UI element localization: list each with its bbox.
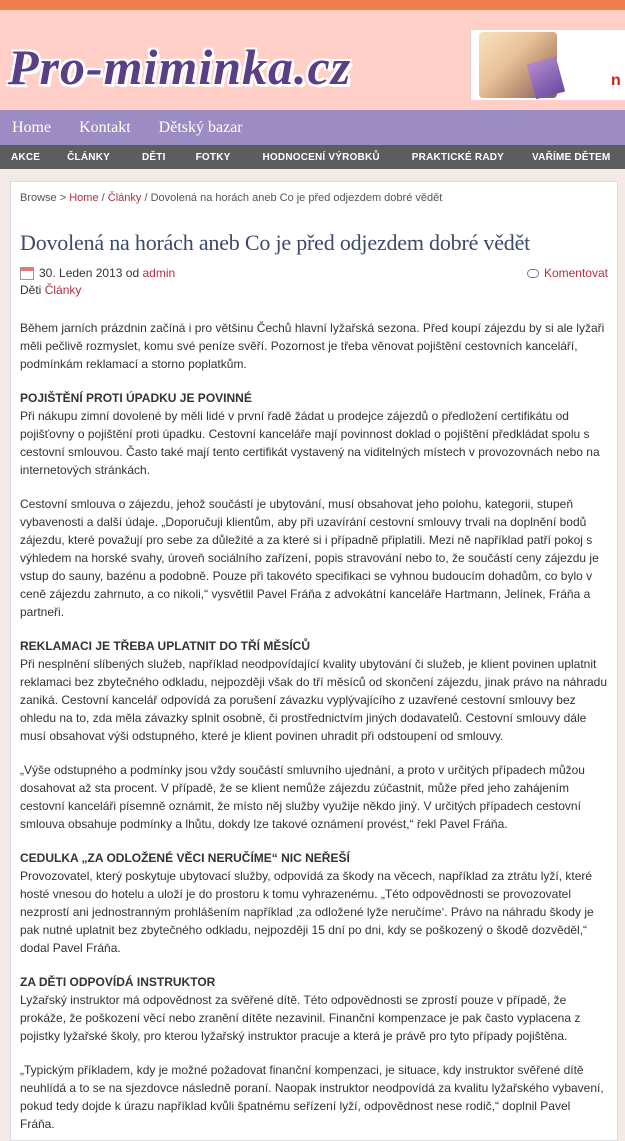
breadcrumb-home[interactable]: Home — [69, 192, 99, 204]
post-meta: 30. Leden 2013 od admin Komentovat — [20, 266, 608, 280]
nav-deti[interactable]: DĚTI — [142, 151, 166, 163]
category-deti: Děti — [20, 283, 42, 297]
category-nav — [0, 145, 625, 169]
category-clanky[interactable]: Články — [44, 283, 82, 297]
article-heading: REKLAMACI JE TŘEBA UPLATNIT DO TŘÍ MĚSÍCŮ — [20, 639, 310, 653]
nav-kontakt[interactable]: Kontakt — [79, 118, 131, 136]
comments-link[interactable]: Komentovat — [543, 266, 608, 280]
main-content — [10, 181, 618, 1141]
comments-link-wrap — [527, 266, 608, 280]
article-paragraph: „Typickým příkladem, kdy je možné požadovat finanční kompenzaci, je situace, kdy instruktor svěřené dítě neuhlídá a to se na sjezdovce následně poraní. Naopak instruktor neodpovídá za kvalitu lyžařského vybavení, pokud tedy dojde k úrazu například kvůli špatnému seřízení lyží, odpovědnost nese rodič,“ doplnil Pavel Fráňa. — [20, 1063, 604, 1131]
nav-detsky-bazar[interactable]: Dětský bazar — [158, 118, 243, 136]
post-categories — [20, 283, 608, 297]
article-paragraph: Provozovatel, který poskytuje ubytovací služby, odpovídá za škody na věcech, například za ztrátu lyží, které hosté vnesou do hotelu a uloží je do prostoru k tomu vyhrazenému. „Této odpovědnosti se provozovatel nezprostí ani jednostranným prohlášením například ‚za odložené lyže neručíme‘. Právo na náhradu škody je pak nutné uplatnit bez zbytečného odkladu, nejpozději 15 dní po dni, kdy se poškozený o škodě dozvěděl,“ dodal Pavel Fráňa. — [20, 869, 594, 955]
article-paragraph: Během jarních prázdnin začíná i pro většinu Čechů hlavní lyžařská sezona. Před koupí zájezdu by si ale lyžaři měli pečlivě rozmyslet, komu své peníze svěří. Pozornost je třeba věnovat pojištění cestovních kanceláří, podmínkám reklamací a storno poplatkům. — [20, 321, 605, 371]
ad-banner[interactable] — [470, 30, 625, 100]
nav-akce[interactable]: AKCE — [11, 151, 41, 163]
breadcrumb-current: Dovolená na horách aneb Co je před odjezdem dobré vědět — [150, 192, 443, 204]
article-heading: CEDULKA „ZA ODLOŽENÉ VĚCI NERUČÍME“ NIC NEŘEŠÍ — [20, 851, 350, 865]
post-title: Dovolená na horách aneb Co je před odjezdem dobré vědět — [20, 230, 531, 255]
post-author[interactable]: admin — [142, 266, 176, 280]
nav-hodnoceni-vyrobku[interactable]: HODNOCENÍ VÝROBKŮ — [262, 151, 380, 163]
nav-fotky[interactable]: FOTKY — [195, 151, 231, 163]
article-paragraph: „Výše odstupného a podmínky jsou vždy součástí smluvního ujednání, a proto v určitých případech můžou dosahovat až sta procent. V případě, že se klient nemůže zájezdu zúčastnit, může před jeho zahájením cestovní kanceláři písemně oznámit, že místo něj služby využije někdo jiný. V určitých případech cestovní smlouva obsahuje podmínky a lhůtu, dokdy lze takové oznámení provést,“ řekl Pavel Fráňa. — [20, 763, 585, 831]
comment-bubble-icon — [527, 269, 539, 278]
article-heading: POJIŠTĚNÍ PROTI ÚPADKU JE POVINNÉ — [20, 391, 252, 405]
article-paragraph: Lyžařský instruktor má odpovědnost za svěřené dítě. Této odpovědnosti se zprostí pouze v případě, že prokáže, že poškození věcí nebo zranění dítěte nezavinil. Finanční kompenzace je pak často vyplacena z pojistky lyžařské školy, pro kterou lyžařský instruktor pracuje a která je právě pro tyto případy pojištěna. — [20, 993, 581, 1043]
banner-text: n — [611, 72, 621, 89]
nav-varime-detem[interactable]: VAŘÍME DĚTEM — [532, 151, 611, 163]
article-paragraph: Při nákupu zimní dovolené by měli lidé v první řadě žádat u prodejce zájezdů o předložení certifikátu od pojišťovny o pojištění proti úpadku. Cestovní kanceláře mají povinnost doklad o pojištění předkládat spolu s cestovní smlouvou. Často také mají tento certifikát vystavený na viditelných místech v provozovnách nebo na internetových stránkách. — [20, 409, 600, 477]
main-nav — [0, 110, 625, 145]
site-logo[interactable]: Pro-miminka.cz — [8, 39, 352, 95]
article-paragraph: Cestovní smlouva o zájezdu, jehož součástí je ubytování, musí obsahovat jeho polohu, kategorii, stupeň vybavenosti a další údaje. „Doporučuji klientům, aby při uzavírání cestovní smlouvy trvali na doplnění bodů zájezdu, které považují pro sebe za důležité a za které si i případně připlatili. Mezi ně například patří pokoj s výhledem na horské svahy, úroveň sociálního zařízení, popis stravování nebo to, že součástí ceny zájezdu je vstup do sauny, bazénu a podobně. Pouze při takovéto specifikaci se vyhnou budoucím dohadům, co bylo v ceně zájezdu zahrnuto, a co nikoli,“ vysvětlil Pavel Fráňa z advokátní kanceláře Hartmann, Jelínek, Fráňa a partneři. — [20, 497, 599, 619]
article-body — [20, 319, 608, 1133]
calendar-icon — [20, 267, 34, 280]
post-date: 30. Leden 2013 — [39, 266, 123, 280]
nav-clanky[interactable]: ČLÁNKY — [67, 151, 111, 163]
nav-home[interactable]: Home — [12, 118, 52, 136]
breadcrumb: Browse > Home / Články / Dovolená na horách aneb Co je před odjezdem dobré vědět — [20, 192, 443, 204]
breadcrumb-clanky[interactable]: Články — [107, 192, 142, 204]
article-paragraph: Při nesplnění slíbených služeb, například neodpovídající kvality ubytování či služeb, je klient povinen uplatnit reklamaci bez zbytečného odkladu, nejpozději však do tří měsíců od skončení zájezdu, jinak právo na náhradu zaniká. Cestovní kancelář odpovídá za porušení závazku vyplývajícího z uzavřené cestovní smlouvy bez ohledu na to, zda měla závazky splnit osobně, či prostřednictvím jiných dodavatelů. Cestovní smlouvy dále musí obsahovat výši odstupného, které je klient povinen uhradit při odstoupení od smlouvy. — [20, 657, 608, 743]
top-accent-bar — [0, 0, 625, 10]
site-header — [0, 10, 625, 110]
nav-prakticke-rady[interactable]: PRAKTICKÉ RADY — [411, 151, 505, 163]
article-heading: ZA DĚTI ODPOVÍDÁ INSTRUKTOR — [20, 975, 216, 989]
